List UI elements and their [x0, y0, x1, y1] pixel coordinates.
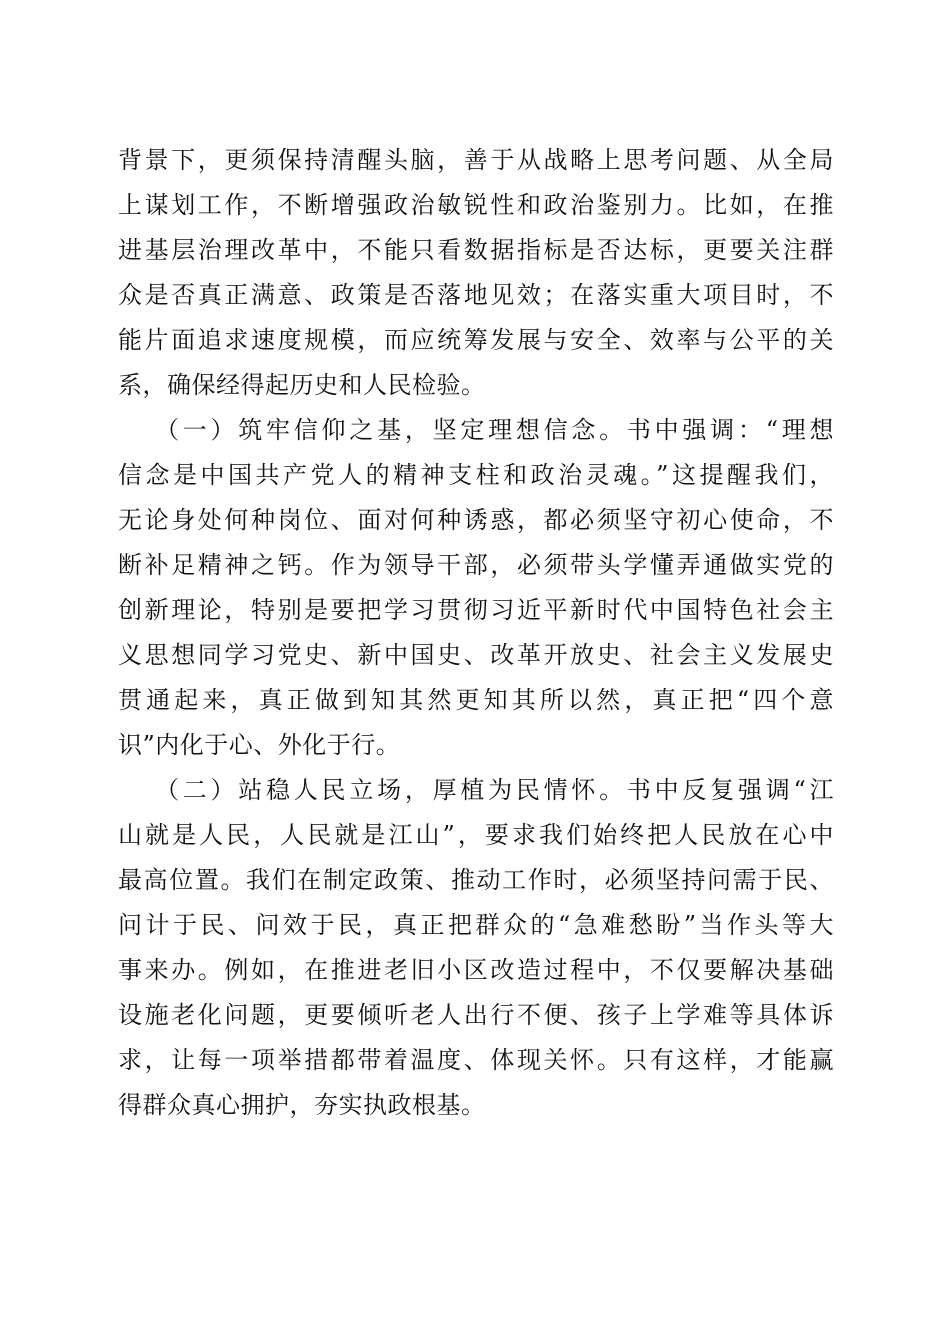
- text-line: 信念是中国共产党人的精神支柱和政治灵魂。”这提醒我们，: [118, 461, 834, 489]
- text-line: 问计于民、问效于民，真正把群众的“急难愁盼”当作头等大: [118, 911, 834, 939]
- text-line: 系，确保经得起历史和人民检验。: [118, 371, 486, 399]
- text-line: 识”内化于心、外化于行。: [118, 731, 401, 759]
- text-line: 得群众真心拥护，夯实执政根基。: [118, 1091, 486, 1119]
- text-line: 求，让每一项举措都带着温度、体现关怀。只有这样，才能赢: [118, 1046, 834, 1074]
- text-line: 能片面追求速度规模，而应统筹发展与安全、效率与公平的关: [118, 326, 834, 354]
- paragraph-continuation: [118, 138, 834, 408]
- section-two-paragraph: [118, 768, 834, 1128]
- text-line: 最高位置。我们在制定政策、推动工作时，必须坚持问需于民、: [118, 866, 834, 894]
- text-line: 进基层治理改革中，不能只看数据指标是否达标，更要关注群: [118, 236, 834, 264]
- section-one-paragraph: [118, 408, 834, 768]
- text-line: 设施老化问题，更要倾听老人出行不便、孩子上学难等具体诉: [118, 1001, 834, 1029]
- document-body: [118, 138, 834, 1128]
- text-line: 事来办。例如，在推进老旧小区改造过程中，不仅要解决基础: [118, 956, 834, 984]
- section-two-heading-line: （二）站稳人民立场，厚植为民情怀。书中反复强调“江: [155, 776, 834, 804]
- text-line: 山就是人民，人民就是江山”，要求我们始终把人民放在心中: [118, 821, 834, 849]
- text-line: 无论身处何种岗位、面对何种诱惑，都必须坚守初心使命，不: [118, 506, 834, 534]
- text-line: 义思想同学习党史、新中国史、改革开放史、社会主义发展史: [118, 641, 834, 669]
- text-line: 贯通起来，真正做到知其然更知其所以然，真正把“四个意: [118, 686, 834, 714]
- text-line: 创新理论，特别是要把学习贯彻习近平新时代中国特色社会主: [118, 596, 834, 624]
- text-line: 背景下，更须保持清醒头脑，善于从战略上思考问题、从全局: [118, 146, 834, 174]
- section-one-heading-line: （一）筑牢信仰之基，坚定理想信念。书中强调：“理想: [155, 416, 834, 444]
- text-line: 众是否真正满意、政策是否落地见效；在落实重大项目时，不: [118, 281, 834, 309]
- text-line: 断补足精神之钙。作为领导干部，必须带头学懂弄通做实党的: [118, 551, 834, 579]
- text-line: 上谋划工作，不断增强政治敏锐性和政治鉴别力。比如，在推: [118, 191, 834, 219]
